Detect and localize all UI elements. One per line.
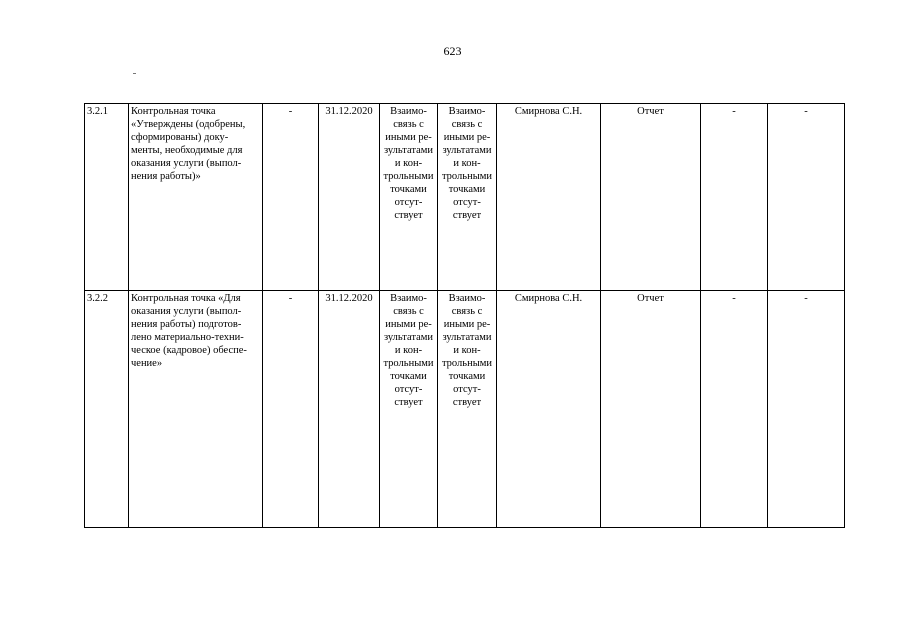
text-line: трольными (383, 171, 434, 182)
table-row (85, 291, 845, 528)
link-next (438, 291, 497, 528)
text-line: ствует (394, 210, 423, 221)
text-line: чение» (131, 358, 163, 369)
confirming-document: Отчет (601, 104, 701, 291)
link-previous (380, 291, 438, 528)
text-line: иными ре- (443, 319, 491, 330)
start-date: - (263, 291, 319, 528)
text-line: иными ре- (385, 132, 432, 143)
text-line: иными ре- (385, 319, 432, 330)
column-10-value: - (768, 104, 845, 291)
text-line: ческое (кадровое) обеспе- (131, 345, 247, 356)
text-line: менты, необходимые для (131, 145, 243, 156)
text-line: Взаимо- (448, 293, 486, 304)
text-line: ствует (452, 397, 482, 408)
text-line: лено материально-техни- (131, 332, 244, 343)
text-line: ствует (394, 397, 423, 408)
row-number: 3.2.2 (85, 291, 129, 528)
text-line: отсут- (453, 197, 481, 208)
scan-mark (133, 73, 136, 74)
text-line: и кон- (453, 345, 481, 356)
text-line: ствует (452, 210, 482, 221)
text-line: нения работы)» (131, 171, 201, 182)
column-9-value: - (701, 104, 768, 291)
start-date: - (263, 104, 319, 291)
text-line: точками (390, 371, 427, 382)
text-line: точками (448, 184, 486, 195)
text-line: сформированы) доку- (131, 132, 229, 143)
text-line: связь с (393, 119, 424, 130)
responsible-person: Смирнова С.Н. (497, 291, 601, 528)
text-line: Взаимо- (448, 106, 486, 117)
end-date: 31.12.2020 (319, 104, 380, 291)
text-line: и кон- (453, 158, 481, 169)
text-line: трольными (441, 358, 493, 369)
control-point-name (129, 104, 263, 291)
text-line: Взаимо- (390, 106, 427, 117)
text-line: точками (448, 371, 486, 382)
text-line: трольными (383, 358, 434, 369)
row-number: 3.2.1 (85, 104, 129, 291)
table-row (85, 104, 845, 291)
text-line: иными ре- (443, 132, 491, 143)
text-line: связь с (451, 119, 483, 130)
text-line: оказания услуги (выпол- (131, 158, 242, 169)
column-10-value: - (768, 291, 845, 528)
text-line: оказания услуги (выпол- (131, 306, 242, 317)
text-line: отсут- (394, 384, 423, 395)
page-number: 623 (443, 44, 462, 58)
text-line: отсут- (453, 384, 481, 395)
text-line: связь с (393, 306, 424, 317)
responsible-person: Смирнова С.Н. (497, 104, 601, 291)
text-line: и кон- (394, 158, 423, 169)
text-line: трольными (441, 171, 493, 182)
text-line: и кон- (394, 345, 423, 356)
text-line: Контрольная точка «Для (131, 293, 241, 304)
control-points-table (84, 103, 845, 528)
control-point-name (129, 291, 263, 528)
link-previous (380, 104, 438, 291)
text-line: нения работы) подготов- (131, 319, 242, 330)
text-line: Контрольная точка (131, 106, 216, 117)
text-line: зультатами (442, 332, 492, 343)
end-date: 31.12.2020 (319, 291, 380, 528)
text-line: отсут- (394, 197, 423, 208)
text-line: Взаимо- (390, 293, 427, 304)
text-line: точками (390, 184, 427, 195)
text-line: зультатами (383, 332, 434, 343)
text-line: зультатами (442, 145, 492, 156)
confirming-document: Отчет (601, 291, 701, 528)
column-9-value: - (701, 291, 768, 528)
text-line: зультатами (383, 145, 434, 156)
text-line: связь с (451, 306, 483, 317)
text-line: «Утверждены (одобрены, (131, 119, 246, 130)
link-next (438, 104, 497, 291)
